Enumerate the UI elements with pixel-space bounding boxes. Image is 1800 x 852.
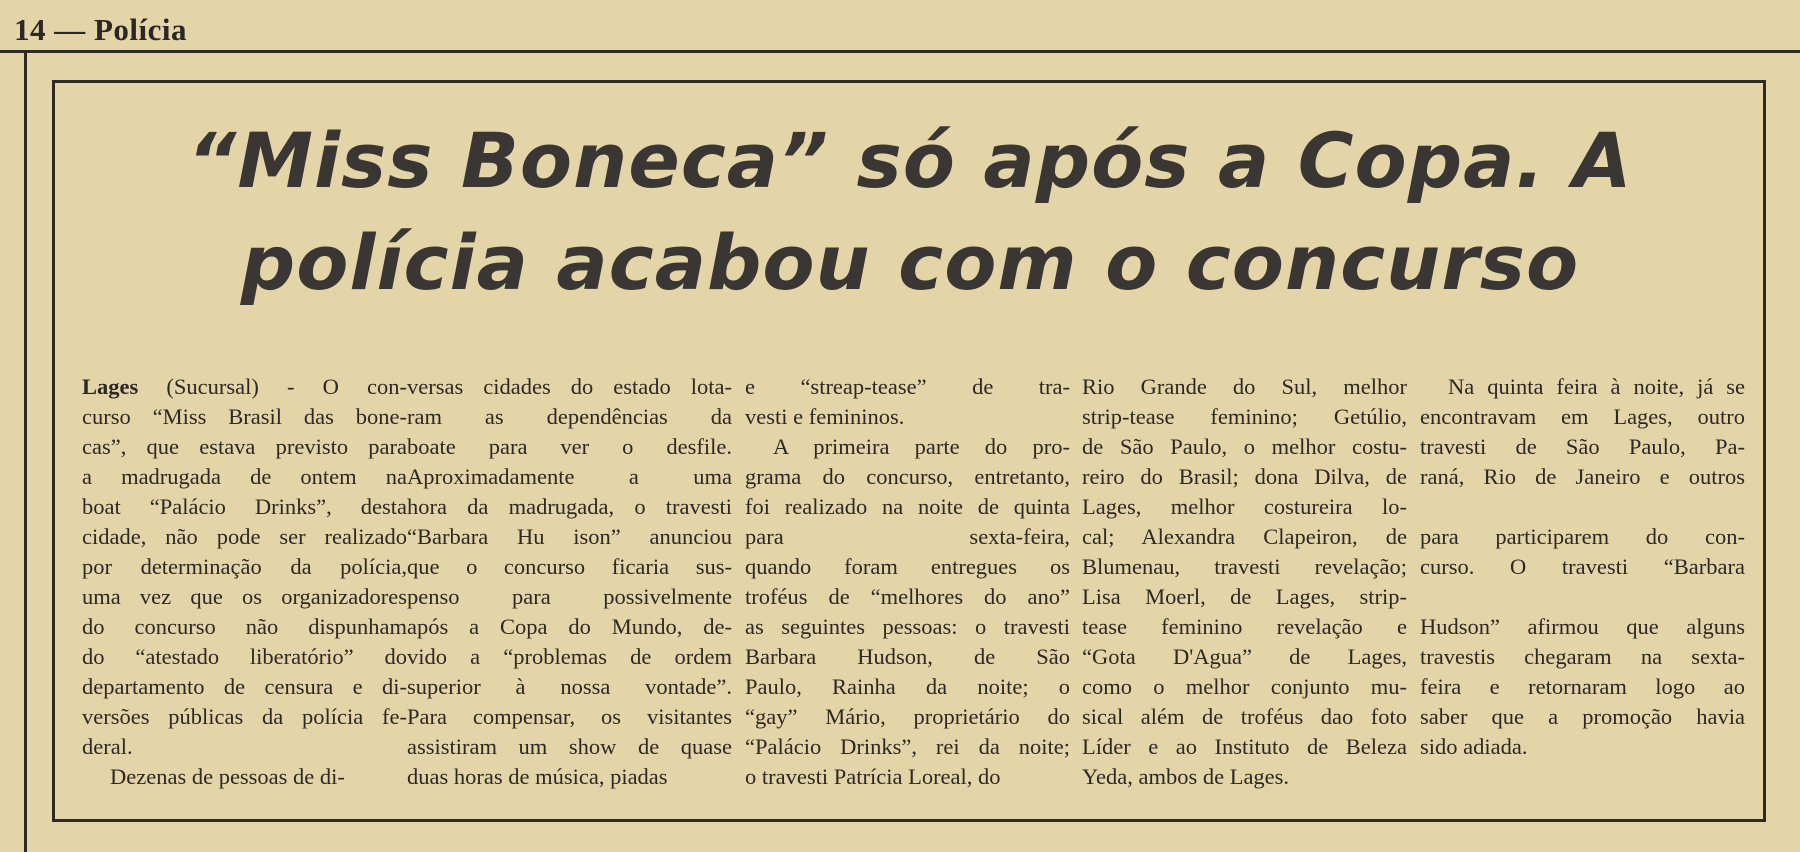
article-line xyxy=(82,432,407,462)
article-line xyxy=(1082,552,1407,582)
article-text: travestis chegaram na sexta- xyxy=(1420,644,1745,669)
article-text: strip-tease feminino; Getúlio, xyxy=(1082,404,1407,429)
article-line xyxy=(745,492,1070,522)
article-line xyxy=(1082,762,1407,792)
article-line xyxy=(82,402,407,432)
article-line xyxy=(1082,372,1407,402)
article-line xyxy=(1420,462,1745,492)
article-text: Lisa Moerl, de Lages, strip- xyxy=(1082,584,1407,609)
article-column-1 xyxy=(82,372,407,792)
article-text: as seguintes pessoas: o travesti xyxy=(745,614,1070,639)
article-text: do concurso não dispunham xyxy=(82,614,407,639)
article-line xyxy=(745,462,1070,492)
article-text: uma vez que os organizadores xyxy=(82,584,407,609)
article-text: curso “Miss Brasil das bone- xyxy=(82,404,407,429)
article-text: Yeda, ambos de Lages. xyxy=(1082,764,1290,789)
article-line xyxy=(745,402,1070,432)
article-line xyxy=(1420,522,1745,552)
article-line xyxy=(1082,702,1407,732)
article-column-2 xyxy=(407,372,732,792)
article-line xyxy=(1420,702,1745,732)
article-line xyxy=(82,582,407,612)
article-line xyxy=(407,492,732,522)
article-text: “Palácio Drinks”, rei da noite; xyxy=(745,734,1070,759)
article-text: vesti e femininos. xyxy=(745,404,905,429)
article-text: saber que a promoção havia xyxy=(1420,704,1745,729)
article-line xyxy=(1420,372,1745,402)
article-line xyxy=(745,432,1070,462)
article-line xyxy=(1082,432,1407,462)
article-line xyxy=(407,672,732,702)
article-column-3 xyxy=(745,372,1070,792)
article-text: “Gota D'Agua” de Lages, xyxy=(1082,644,1407,669)
article-line xyxy=(1082,462,1407,492)
article-line xyxy=(407,762,732,792)
article-text: por determinação da polícia, xyxy=(82,554,407,579)
article-text: Aproximadamente a uma xyxy=(407,464,732,489)
article-text: cal; Alexandra Clapeiron, de xyxy=(1082,524,1407,549)
article-line xyxy=(745,522,1070,552)
article-line xyxy=(1082,642,1407,672)
article-line xyxy=(745,372,1070,402)
article-text: duas horas de música, piadas xyxy=(407,764,668,789)
article-line xyxy=(82,492,407,522)
article-line xyxy=(82,372,407,402)
article-text: sical além de troféus dao foto xyxy=(1082,704,1407,729)
article-line xyxy=(407,432,732,462)
article-text: que o concurso ficaria sus- xyxy=(407,554,732,579)
article-text: vido a “problemas de ordem xyxy=(407,644,732,669)
article-line xyxy=(407,702,732,732)
article-line xyxy=(407,612,732,642)
article-line xyxy=(407,582,732,612)
article-line xyxy=(82,702,407,732)
article-line xyxy=(745,552,1070,582)
article-line xyxy=(1420,582,1745,612)
article-text: Blumenau, travesti revelação; xyxy=(1082,554,1407,579)
article-line xyxy=(1420,492,1745,522)
article-text: assistiram um show de quase xyxy=(407,734,732,759)
article-text: superior à nossa vontade”. xyxy=(407,674,732,699)
article-text: cidade, não pode ser realizado xyxy=(82,524,407,549)
article-column-4 xyxy=(1082,372,1407,792)
article-line xyxy=(1082,612,1407,642)
page-header: 14 — Polícia xyxy=(14,12,188,47)
article-text: o travesti Patrícia Loreal, do xyxy=(745,764,1001,789)
article-line xyxy=(1420,432,1745,462)
article-line xyxy=(1082,582,1407,612)
article-text: quando foram entregues os xyxy=(745,554,1070,579)
article-text: troféus de “melhores do ano” xyxy=(745,584,1070,609)
article-text: A primeira parte do pro- xyxy=(773,434,1070,459)
article-text: “Barbara Hu ison” anunciou xyxy=(407,524,732,549)
article-line xyxy=(1082,732,1407,762)
article-text: travesti de São Paulo, Pa- xyxy=(1420,434,1745,459)
article-line xyxy=(82,762,407,792)
article-line xyxy=(1420,732,1745,762)
article-line xyxy=(82,672,407,702)
article-text: reiro do Brasil; dona Dilva, de xyxy=(1082,464,1407,489)
article-line xyxy=(1420,612,1745,642)
article-text: curso. O travesti “Barbara xyxy=(1420,554,1745,579)
article-line xyxy=(745,582,1070,612)
article-line xyxy=(745,732,1070,762)
article-text: (Sucursal) - O con- xyxy=(138,374,407,399)
article-text: Dezenas de pessoas de di- xyxy=(110,764,345,789)
article-text: Lages, melhor costureira lo- xyxy=(1082,494,1407,519)
article-line xyxy=(745,642,1070,672)
article-line xyxy=(745,612,1070,642)
headline: “Miss Boneca” só após a Copa. A polícia acabou com o concurso xyxy=(187,116,1633,307)
article-text: “gay” Mário, proprietário do xyxy=(745,704,1070,729)
article-line xyxy=(82,612,407,642)
article-line xyxy=(407,402,732,432)
article-text: do “atestado liberatório” do xyxy=(82,644,407,669)
article-line xyxy=(1082,672,1407,702)
article-text: como o melhor conjunto mu- xyxy=(1082,674,1407,699)
article-text: Líder e ao Instituto de Beleza xyxy=(1082,734,1407,759)
article-text: sido adiada. xyxy=(1420,734,1528,759)
article-text: boate para ver o desfile. xyxy=(407,434,732,459)
dateline: Lages xyxy=(82,374,139,399)
article-line xyxy=(745,762,1070,792)
article-text: e “streap-tease” de tra- xyxy=(745,374,1070,399)
article-text: Na quinta feira à noite, já se xyxy=(1448,374,1745,399)
article-text: tease feminino revelação e xyxy=(1082,614,1407,639)
article-text: departamento de censura e di- xyxy=(82,674,407,699)
article-text: para sexta-feira, xyxy=(745,524,1070,549)
article-line xyxy=(407,372,732,402)
article-text: Rio Grande do Sul, melhor xyxy=(1082,374,1407,399)
article-text: raná, Rio de Janeiro e outros xyxy=(1420,464,1745,489)
article-line xyxy=(745,702,1070,732)
article-line xyxy=(82,642,407,672)
article-text: encontravam em Lages, outro xyxy=(1420,404,1745,429)
article-line xyxy=(745,672,1070,702)
article-line xyxy=(82,462,407,492)
article-line xyxy=(1420,672,1745,702)
article-line xyxy=(407,642,732,672)
article-text: cas”, que estava previsto para xyxy=(82,434,407,459)
article-text: Para compensar, os visitantes xyxy=(407,704,732,729)
article-text: após a Copa do Mundo, de- xyxy=(407,614,732,639)
article-line xyxy=(1420,402,1745,432)
article-text: para participarem do con- xyxy=(1420,524,1745,549)
article-line xyxy=(1082,402,1407,432)
article-column-5 xyxy=(1420,372,1745,762)
article-text: versas cidades do estado lota- xyxy=(407,374,732,399)
article-line xyxy=(1082,522,1407,552)
article-line xyxy=(407,462,732,492)
article-text: Barbara Hudson, de São xyxy=(745,644,1070,669)
article-text: versões públicas da polícia fe- xyxy=(82,704,407,729)
article-text: feira e retornaram logo ao xyxy=(1420,674,1745,699)
article-text: ram as dependências da xyxy=(407,404,732,429)
article-text: boat “Palácio Drinks”, desta xyxy=(82,494,407,519)
article-line xyxy=(407,552,732,582)
article-line xyxy=(82,732,407,762)
article-text: grama do concurso, entretanto, xyxy=(745,464,1070,489)
article-line xyxy=(407,732,732,762)
article-text: de São Paulo, o melhor costu- xyxy=(1082,434,1407,459)
article-line xyxy=(1420,552,1745,582)
article-text: deral. xyxy=(82,734,133,759)
article-text: hora da madrugada, o travesti xyxy=(407,494,732,519)
article-text: a madrugada de ontem na xyxy=(82,464,407,489)
article-line xyxy=(82,552,407,582)
article-line xyxy=(1420,642,1745,672)
article-line xyxy=(1082,492,1407,522)
article-text: foi realizado na noite de quinta xyxy=(745,494,1070,519)
article-text: Hudson” afirmou que alguns xyxy=(1420,614,1745,639)
article-line xyxy=(82,522,407,552)
article-text: Paulo, Rainha da noite; o xyxy=(745,674,1070,699)
article-text: penso para possivelmente xyxy=(407,584,732,609)
article-line xyxy=(407,522,732,552)
